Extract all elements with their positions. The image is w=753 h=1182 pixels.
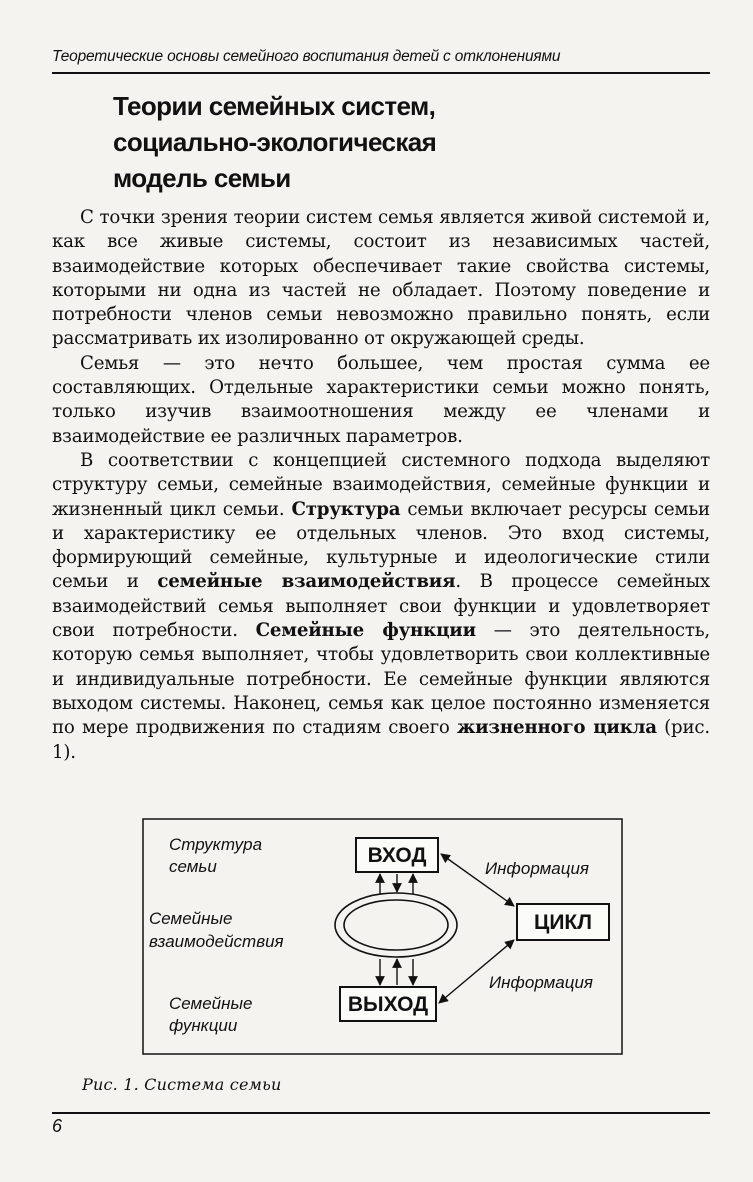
- term-family-interactions: семейные взаимодействия: [157, 571, 456, 593]
- footer-divider: [52, 1112, 710, 1114]
- input-box-label: ВХОД: [367, 844, 427, 867]
- paragraph-3-text-3: . В процессе семейных взаимодействий семья выполняет свои функции и удовлетворяет свои потребности.: [52, 571, 710, 642]
- paragraph-3-text-4: — это деятельность, которую семья выполняет, чтобы удовлетворить свои коллективные и индивидуальные потребности. Ее семейные функции являются выходом системы. Наконец, семья как целое постоянно изменяется по мере продвижения по стадиям своего: [52, 620, 710, 739]
- running-header: Теоретические основы семейного воспитания детей с отклонениями: [52, 48, 561, 65]
- label-structure-line-1: Структура: [169, 835, 263, 854]
- paragraph-3: [52, 449, 710, 765]
- paragraph-3-text-2: семьи включает ресурсы семьи и характеристику ее отдельных членов. Это вход системы, формирующий семейные, культурные и идеологические стили семьи и: [52, 498, 710, 593]
- paragraph-2: Семья — это нечто большее, чем простая сумма ее составляющих. Отдельные характеристики семьи можно понять, только изучив взаимоотношения между ее членами и взаимодействие ее различных параметров.: [52, 352, 710, 447]
- section-title-line-1: Теории семейных систем,: [113, 91, 436, 121]
- cycle-ellipse-inner: [344, 900, 448, 950]
- family-system-diagram: [142, 818, 623, 1055]
- paragraph-1: С точки зрения теории систем семья является живой системой и, как все живые системы, состоит из независимых частей, взаимодействие которых обеспечивает такие свойства системы, которыми ни одна из частей не обладает. Поэтому поведение и потребности членов семьи невозможно правильно понять, если рассматривать их изолированно от окружающей среды.: [52, 207, 710, 350]
- paragraph-3-text-5: (рис. 1).: [52, 717, 710, 763]
- header-divider: [52, 72, 710, 74]
- cycle-box-label: ЦИКЛ: [534, 911, 592, 934]
- body-text: [52, 206, 710, 765]
- label-interactions-line-2: взаимодействия: [149, 932, 284, 951]
- paragraph-3-text-1: В соответствии с концепцией системного подхода выделяют структуру семьи, семейные взаимодействия, семейные функции и жизненный цикл семьи.: [52, 449, 710, 520]
- info-label-bottom: Информация: [489, 973, 593, 992]
- term-life-cycle: жизненного цикла: [456, 717, 657, 739]
- arrow-output-cycle: [439, 940, 514, 1003]
- info-label-top: Информация: [485, 859, 589, 878]
- term-structure: Структура: [291, 498, 401, 520]
- label-functions-line-2: функции: [169, 1016, 238, 1035]
- label-interactions-line-1: Семейные: [149, 909, 233, 928]
- section-title: [113, 88, 673, 196]
- page-number: 6: [52, 1116, 63, 1136]
- label-functions-line-1: Семейные: [169, 994, 253, 1013]
- term-family-functions: Семейные функции: [255, 620, 476, 642]
- cycle-ellipse-outer: [335, 893, 457, 957]
- output-box-label: ВЫХОД: [347, 993, 429, 1016]
- section-title-line-2: социально-экологическая: [113, 127, 437, 157]
- figure-caption: Рис. 1. Система семьи: [82, 1075, 282, 1094]
- section-title-line-3: модель семьи: [113, 163, 291, 193]
- label-structure-line-2: семьи: [169, 857, 217, 876]
